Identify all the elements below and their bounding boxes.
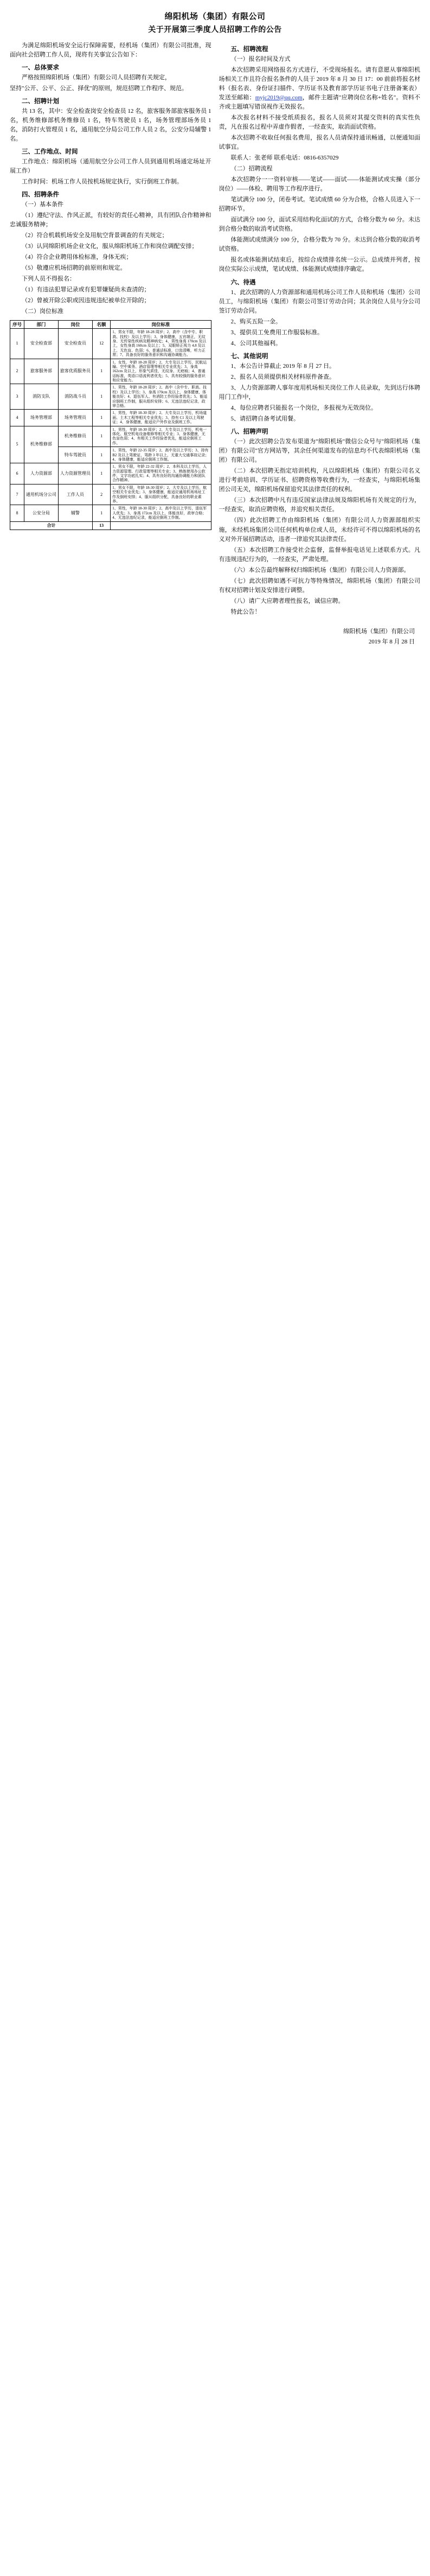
table-row xyxy=(10,505,211,521)
s9-p9: 特此公告！ xyxy=(230,608,261,615)
col-header-post: 岗位 xyxy=(58,320,92,329)
table-header-row xyxy=(10,320,211,329)
contact-info: 联系人：张老师 联系电话：0816-6357029 xyxy=(230,154,339,161)
s5-sub-job-standards: （二）岗位标准 xyxy=(22,308,63,315)
cell-post: 辅警 xyxy=(58,505,92,521)
cell-post: 旅客优质服务员 xyxy=(58,359,92,384)
s9-p7: （七）此次招聘如遇不可抗力等特殊情况，绵阳机场（集团）有限公司有权对招聘计划及安排进行调整。 xyxy=(219,577,420,594)
s7-p2: 2、购买五险一金。 xyxy=(230,318,281,325)
cell-no: 7 xyxy=(10,484,24,505)
cell-dept: 公安分局 xyxy=(24,505,58,521)
s9-p6: （六）本公告最终解释权归绵阳机场（集团）有限公司人力资源部。 xyxy=(230,566,410,573)
cell-num: 1 xyxy=(92,410,110,426)
s9-p4: （四）此次招聘工作由绵阳机场（集团）有限公司人力资源部组织实施，未经机场集团公司任何机构单位或人员，未经许可不得以绵阳机场的名义对外开展招聘活动，违者一律追究其法律责任。 xyxy=(219,517,420,543)
cell-no: 5 xyxy=(10,426,24,463)
s1-p2: 坚持"公开、公平、公正、择优"的原则，规范招聘工作程序、规范。 xyxy=(10,85,188,92)
signature-date: 2019 年 8 月 28 日 xyxy=(368,638,415,645)
s9-p1: （一）此次招聘公告发布渠道为"绵阳机场"微信公众号与"绵阳机场（集团）有限公司"官方网站等，其余任何渠道发布的信息均不代表绵阳机场（集团）有限公司。 xyxy=(219,438,420,464)
s6-f2: 笔试满分 100 分，闭卷考试。笔试成绩 60 分为合格，合格人员进入下一招聘环节。 xyxy=(219,196,420,213)
s2-p1: 共 13 名，其中：安全检查岗安全检查员 12 名，旅客服务部旅客服务员 1 名，机务维修部机务维修员 1 名，特车驾驶员 1 名，场务管理部场务员 1 名，消防打火管理员 1 名，通用航空分局公司工作人员 2 名，公安分局辅警 1 名。 xyxy=(10,107,211,142)
cell-dept: 旅客服务部 xyxy=(24,359,58,384)
cell-no: 3 xyxy=(10,384,24,410)
col-header-standard: 岗位标准 xyxy=(111,320,211,329)
s4-c1: （1）遵纪守法、作风正派，有较好的责任心精神，具有团队合作精神和忠诚服务精神； xyxy=(10,212,211,228)
cell-standard: 1、女性，年龄 18-28 周岁；2、大专及以上学历，民航运输、空中乘务、酒店管理等相关专业优先；3、身高 162cm 及以上，形象气质佳，无纹身、无疤痕；4、普通话标准，英语口语流利者优先；5、具有较强的服务意识和应变能力。 xyxy=(111,359,211,384)
cell-num: 12 xyxy=(92,329,110,359)
s1-p1: 严格按照绵阳机场（集团）有限公司人员招聘有关规定， xyxy=(22,74,171,81)
page-subtitle: 关于开展第三季度人员招聘工作的公告 xyxy=(148,25,282,34)
s6-p1-text: 本次招聘采用网络报名方式进行，不受现场报名。请有意愿从事绵阳机场相关工作且符合报名条件的人员于 2019 年 8 月 30 日 17：00 前前将报名材料（报名表、身份证扫描件、学历证书及教育部学历证书电子注册备案表）发送至邮箱： xyxy=(219,66,420,101)
s4-c3: （3）认同绵阳机场企业文化，服从绵阳机场工作和岗位调配安排； xyxy=(22,243,198,250)
signature-org: 绵阳机场（集团）有限公司 xyxy=(343,628,415,635)
s9-p8: （八）请广大应聘者理性报名，诚信应聘。 xyxy=(230,597,344,604)
s4-disqualify-intro: 下列人员不得报名： xyxy=(22,276,75,283)
s6-f4: 体能测试成绩满分 100 分，合格分数为 70 分。未达到合格分数的取消考试资格。 xyxy=(219,237,420,253)
table-row xyxy=(10,359,211,384)
table-row xyxy=(10,426,211,447)
cell-standard: 1、男性，年龄 18-30 周岁；2、大专及以上学历，机电一体化、航空机电设备维修等相关专业；3、身体健康，无色盲色弱；4、有相关工作经验者优先，能适应倒班工作。 xyxy=(111,426,211,447)
col-header-no: 序号 xyxy=(10,320,24,329)
cell-standard: 1、男女不限，年龄 18-30 周岁；2、大专及以上学历，航空相关专业优先；3、身体健康，能适应通用机场场址工作及倒班安排；4、服从组织分配，具备良好的职业素养。 xyxy=(111,484,211,505)
table-row xyxy=(10,410,211,426)
cell-dept: 场务管理部 xyxy=(24,410,58,426)
s8-p5: 5、请招聘自备考试用餐。 xyxy=(230,416,299,423)
section-heading-general-requirements: 一、总体要求 xyxy=(22,64,59,71)
s4-sub-basic: （一）基本条件 xyxy=(22,201,63,208)
cell-post: 消防战斗员 xyxy=(58,384,92,410)
cell-standard: 1、男性，年龄 22-35 周岁；2、高中及以上学历；3、持有 B2 及以上驾驶证，驾龄 3 年以上，无重大交通事故记录；4、身体健康，能适应倒班工作制。 xyxy=(111,447,211,463)
table-total-row xyxy=(10,521,211,530)
cell-dept: 安全检查部 xyxy=(24,329,58,359)
cell-post: 机务维修员 xyxy=(58,426,92,447)
section-heading-location-time: 三、工作地点、时间 xyxy=(22,148,78,155)
s8-p3: 3、人力资源部聘人事年度用机场相关岗位工作人员录取，先到达行体聘用门工作中， xyxy=(219,384,420,400)
cell-num: 1 xyxy=(92,359,110,384)
cell-standard: 1、男女不限，年龄 22-32 周岁；2、本科及以上学历，人力资源管理、行政管理等相关专业；3、熟练使用办公软件，文字功底扎实；4、具有良好的沟通协调能力和团队合作精神。 xyxy=(111,463,211,484)
section-heading-recruitment-plan: 二、招聘计划 xyxy=(22,98,59,105)
cell-num: 1 xyxy=(92,447,110,463)
cell-no: 6 xyxy=(10,463,24,484)
job-standards-table xyxy=(10,320,211,530)
s3-p1: 工作地点：绵阳机场（通用航空分公司工作人员到通用机场通定场址开展工作） xyxy=(10,158,211,174)
s8-p2: 2、报名人员须提供相关材料原件备查。 xyxy=(230,373,335,380)
cell-post: 场务管理员 xyxy=(58,410,92,426)
s4-c5: （5）敬遵应机场招聘的前原则和规定。 xyxy=(22,265,126,272)
section-heading-other: 七、其他说明 xyxy=(230,353,268,360)
table-row xyxy=(10,484,211,505)
s6-p2: 本次报名材料不接受纸质报名，报名人员须对其提交资料的真实性负责，凡在报名过程中弄虚作假者，一经查实，取消面试资格。 xyxy=(219,114,420,130)
table-row xyxy=(10,384,211,410)
s4-n1: （1）有违法犯罪记录或有犯罪嫌疑尚未查清的； xyxy=(22,286,150,294)
s6-p1 xyxy=(219,66,421,112)
s4-c4: （4）符合企业聘用体检标准，身体无疾； xyxy=(22,254,132,261)
cell-no: 8 xyxy=(10,505,24,521)
cell-standard: 1、男性，年龄 18-30 周岁；2、高中及以上学历，退伍军人优先；3、身高 172cm 及以上，体能良好，政审合格；4、无违法违纪记录，能适应倒班工作制。 xyxy=(111,505,211,521)
page-title: 绵阳机场（集团）有限公司 xyxy=(164,12,266,21)
two-column-body xyxy=(10,41,420,647)
table-row xyxy=(10,329,211,359)
cell-standard: 1、男性，年龄 18-30 周岁；2、大专及以上学历，机场道面、土木工程等相关专业优先；3、持有 C1 及以上驾驶证；4、身体健康，能适应户外作业及倒班工作。 xyxy=(111,410,211,426)
cell-no: 2 xyxy=(10,359,24,384)
s9-p3: （三）本次招聘中凡有违反国家法律法规及绵阳机场有关规定的行为，一经查实，取消应聘资格，并追究相关责任。 xyxy=(219,497,420,513)
s8-p4: 4、每位应聘者只能报名一个岗位，多报视为无效岗位。 xyxy=(230,405,377,411)
cell-dept: 机务维修部 xyxy=(24,426,58,463)
total-value: 13 xyxy=(92,521,110,530)
cell-post: 特车驾驶员 xyxy=(58,447,92,463)
cell-no: 1 xyxy=(10,329,24,359)
cell-post: 工作人员 xyxy=(58,484,92,505)
cell-num: 1 xyxy=(92,463,110,484)
col-header-num: 名额 xyxy=(92,320,110,329)
s6-p1-text-b: ，邮件主题请"应聘岗位名称+姓名"。资料不齐或主题填写错误视作无效报名。 xyxy=(219,94,420,110)
s7-p4: 4、公司其他福利。 xyxy=(230,340,281,347)
s6-f1: 本次招聘分一一资料审核——笔试——面试——体能测试或实操（部分岗位）——体检、聘用等工作程序进行。 xyxy=(219,176,420,193)
s6-f3: 面试满分 100 分，面试采用结构化面试的方式，合格分数为 60 分。未达到合格分数的取消考试资格。 xyxy=(219,216,420,233)
s4-c2: （2）符合机载机场安全及用航空背景调查的有关规定； xyxy=(22,232,168,239)
cell-dept: 通用机场分公司 xyxy=(24,484,58,505)
right-column xyxy=(219,41,421,647)
section-heading-benefits: 六、待遇 xyxy=(230,279,256,286)
cell-num: 1 xyxy=(92,426,110,447)
cell-post: 人力资源管理员 xyxy=(58,463,92,484)
s9-p2: （二）本次招聘无指定培训机构，凡以绵阳机场（集团）有限公司名义进行考前培训、学历证书、招聘资格等收费行为，一经查实，与绵阳机场集团公司无关，绵阳机场保留追究其法律责任的权利。 xyxy=(219,468,420,493)
application-email-link[interactable]: myjc2019@qq.com xyxy=(255,94,303,101)
cell-dept: 人力资源部 xyxy=(24,463,58,484)
section-heading-statement: 八、招聘声明 xyxy=(230,429,268,436)
cell-dept: 消防支队 xyxy=(24,384,58,410)
s8-p1: 1、本公告计算截止 2019 年 8 月 27 日。 xyxy=(230,362,335,369)
cell-num: 1 xyxy=(92,384,110,410)
s3-p2: 工作时间：机场工作人员按机场规定执行，实行倒班工作制。 xyxy=(22,178,183,185)
s7-p3: 3、提供员工免费用工作服装标准。 xyxy=(230,329,323,336)
section-heading-conditions: 四、招聘条件 xyxy=(22,192,59,199)
s4-n2: （2）曾被开除公职或因违规违纪被单位开除的； xyxy=(22,297,150,304)
signature-block xyxy=(219,627,421,647)
s6-sub-apply: （一）报名时间及方式 xyxy=(230,55,291,62)
cell-standard: 1、男女不限，年龄 18-28 周岁；2、高中（含中专、职高、技校）及以上学历；3、身体健康，五官端正，无纹身、无传染性疾病及精神病史；4、男性身高 170cm 及以上，女性身高 160cm 及以上；5、双眼矫正视力 4.8 及以上，无色盲、色弱；6、普通话标准，口齿清晰，听力正常；7、具备良好的服务意识和沟通协调能力。 xyxy=(111,329,211,359)
total-label: 合计 xyxy=(10,521,93,530)
cell-post: 安全检查员 xyxy=(58,329,92,359)
cell-num: 1 xyxy=(92,505,110,521)
section-heading-process: 五、招聘流程 xyxy=(230,46,268,53)
s6-sub-flow: （二）招聘流程 xyxy=(230,165,273,173)
col-header-dept: 部门 xyxy=(24,320,58,329)
cell-num: 2 xyxy=(92,484,110,505)
table-row xyxy=(10,463,211,484)
s6-f5: 报名或体能测试结束后，按综合成绩排名统一公示。总成绩并列者，按岗位实际公示成绩，笔试成绩、体能测试成绩排序确定。 xyxy=(219,257,420,273)
intro-paragraph: 为满足绵阳机场安全运行保障需要，经机场（集团）有限公司批准，现面向社会招聘工作人员，现将有关事宜公告如下： xyxy=(10,42,211,58)
s6-p3: 本次招聘不收取任何报名费用，报名人员请保持通讯畅通，以便通知面试事宜。 xyxy=(219,134,420,150)
left-column xyxy=(10,41,211,532)
cell-no: 4 xyxy=(10,410,24,426)
cell-standard: 1、男性，年龄 18-28 周岁；2、高中（含中专、职高、技校）及以上学历；3、身高 170cm 及以上，身体健康，体能良好；4、退伍军人、有消防工作经验者优先；5、能适应倒班工作制，服从组织安排；6、无违法违纪记录，政审合格。 xyxy=(111,384,211,410)
total-blank xyxy=(111,521,211,530)
s7-p1: 1、此次招聘的人力资源部和通用机场公司工作人员和机场（集团）公司员工，与绵阳机场（集团）有限公司签订劳动合同；其余岗位人员与分公司签订劳动合同。 xyxy=(219,289,420,314)
s9-p5: （五）本次招聘工作接受社会监督，监督举报电话见上述联系方式。凡有违规违纪行为的，一经查实，严肃处理。 xyxy=(219,546,420,563)
